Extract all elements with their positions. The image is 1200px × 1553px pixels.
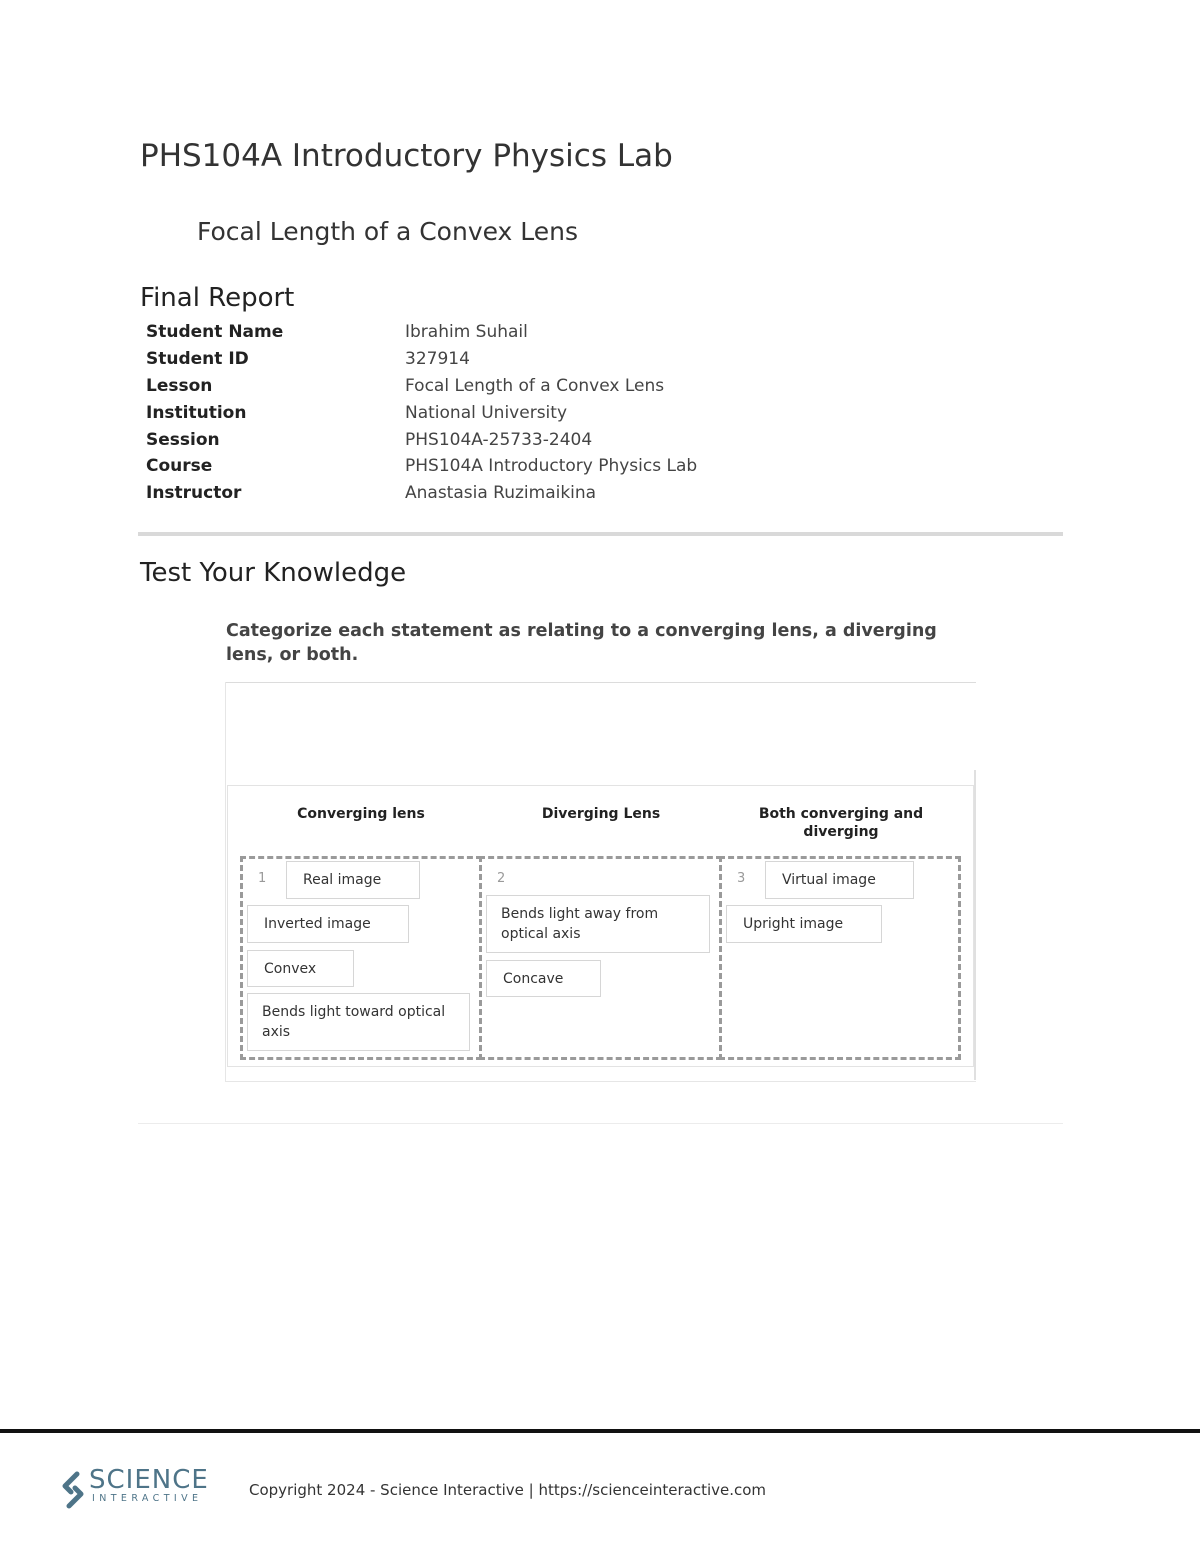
info-value: Anastasia Ruzimaikina — [405, 483, 597, 504]
statement-card[interactable]: Inverted image — [247, 905, 409, 943]
logo-wordmark: SCIENCE — [89, 1465, 209, 1495]
info-row — [146, 373, 697, 400]
statement-card[interactable]: Bends light away from optical axis — [486, 895, 710, 953]
info-value: PHS104A-25733-2404 — [405, 429, 593, 450]
info-value: PHS104A Introductory Physics Lab — [405, 456, 698, 477]
statement-card[interactable]: Concave — [486, 960, 601, 997]
info-row — [146, 319, 697, 346]
statement-card[interactable]: Real image — [286, 861, 420, 899]
category-heading-converging: Converging lens — [297, 806, 425, 822]
section-title: Test Your Knowledge — [140, 558, 407, 588]
category-heading-both: Both converging and diverging — [758, 806, 924, 840]
info-row — [146, 426, 697, 453]
logo-subtitle: INTERACTIVE — [92, 1493, 203, 1504]
widget-border — [974, 770, 976, 1080]
question-text: Categorize each statement as relating to a converging lens, a diverging lens, or both. — [226, 621, 937, 665]
info-value: National University — [405, 402, 567, 423]
info-value: Ibrahim Suhail — [405, 322, 528, 343]
course-title: PHS104A Introductory Physics Lab — [140, 138, 673, 174]
info-label: Instructor — [146, 483, 242, 504]
widget-border — [226, 682, 976, 683]
zone-number: 1 — [258, 871, 267, 886]
info-label: Student Name — [146, 322, 284, 343]
lab-title: Focal Length of a Convex Lens — [197, 217, 579, 246]
science-interactive-logo-icon — [57, 1470, 89, 1510]
section-end-divider — [138, 1123, 1063, 1124]
info-row — [146, 346, 697, 373]
statement-card[interactable]: Virtual image — [765, 861, 914, 899]
zone-number: 2 — [497, 871, 506, 886]
info-label: Institution — [146, 402, 247, 423]
statement-card[interactable]: Upright image — [726, 905, 882, 943]
section-divider — [138, 532, 1063, 536]
copyright-text: Copyright 2024 - Science Interactive | https://scienceinteractive.com — [249, 1481, 767, 1499]
report-info-table — [146, 319, 697, 507]
info-value: Focal Length of a Convex Lens — [405, 375, 665, 396]
zone-number: 3 — [737, 871, 746, 886]
category-heading-diverging: Diverging Lens — [541, 806, 661, 822]
statement-card[interactable]: Bends light toward optical axis — [247, 993, 470, 1051]
info-label: Course — [146, 456, 213, 477]
info-label: Lesson — [146, 375, 213, 396]
footer-divider — [0, 1429, 1200, 1433]
info-label: Session — [146, 429, 220, 450]
info-label: Student ID — [146, 349, 249, 370]
report-title: Final Report — [140, 283, 295, 313]
drop-zone-diverging[interactable] — [479, 856, 722, 1060]
statement-card[interactable]: Convex — [247, 950, 354, 987]
info-row — [146, 399, 697, 426]
info-row — [146, 480, 697, 507]
info-value: 327914 — [405, 349, 470, 370]
info-row — [146, 453, 697, 480]
